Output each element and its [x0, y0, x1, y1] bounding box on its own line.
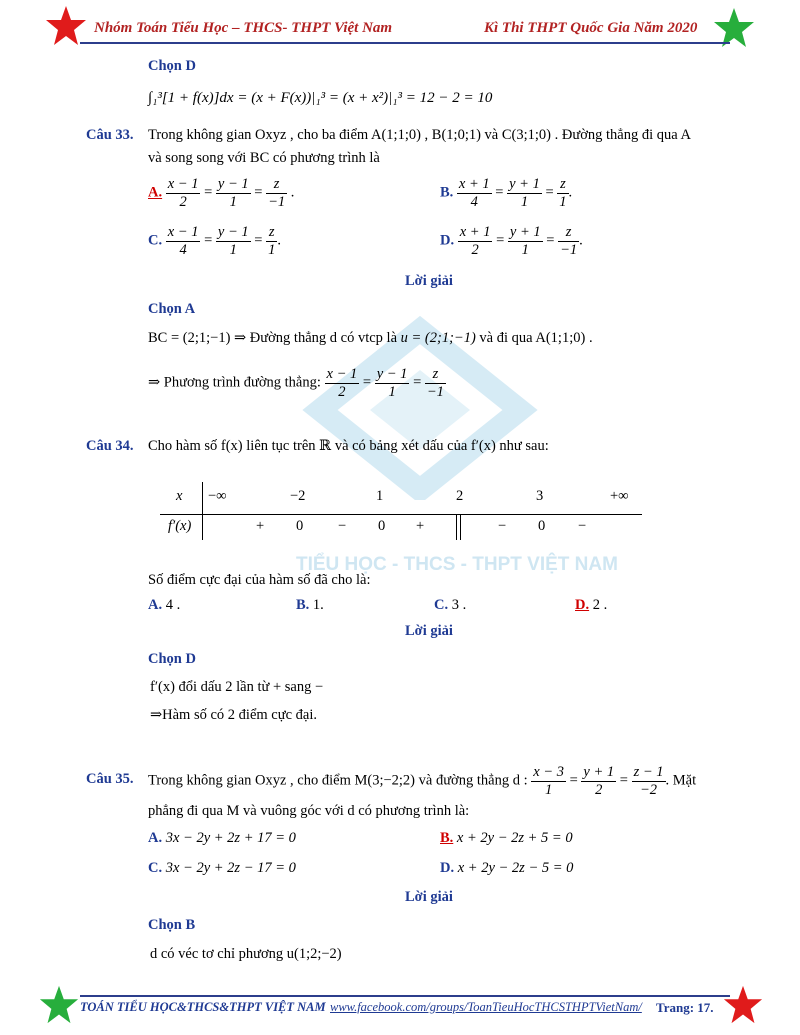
table-x-label: x	[176, 488, 183, 504]
table-sign: −	[498, 518, 507, 534]
sign-table	[160, 482, 642, 542]
option-letter: B.	[440, 184, 454, 201]
watermark-text: TIỂU HỌC - THCS - THPT VIỆT NAM	[296, 554, 618, 575]
option-letter: A.	[148, 184, 163, 201]
q33-choose: Chọn A	[148, 301, 196, 317]
table-sign: +	[256, 518, 265, 534]
table-x-value: −2	[290, 488, 306, 504]
q34-choose: Chọn D	[148, 651, 196, 667]
q35-line1: d có véc tơ chỉ phương u(1;2;−2)	[150, 946, 342, 962]
q33-solution-heading: Lời giải	[405, 273, 453, 289]
q33-option-b[interactable]: B. $\frac{x + 1}{4}$ = $\frac{y + 1}{1}$ = $\frac{z}{1}$ .	[440, 176, 573, 210]
q33-text1: Trong không gian Oxyz , cho ba điểm A(1;1;0) , B(1;0;1) và C(3;1;0) . Đường thẳng đi qua A	[148, 127, 691, 143]
q34-option-c[interactable]: C. 3 .	[434, 597, 467, 613]
q35-option-a[interactable]: A. 3x − 2y + 2z + 17 = 0	[148, 830, 296, 846]
q35-label: Câu 35.	[86, 771, 134, 787]
q34-line2: ⇒Hàm số có 2 điểm cực đại.	[150, 707, 317, 723]
footer-page-number: Trang: 17.	[656, 1000, 714, 1015]
q34-question: Số điểm cực đại của hàm số đã cho là:	[148, 572, 371, 588]
footer-divider	[80, 995, 730, 997]
q33-option-d[interactable]: D. $\frac{x + 1}{2}$ = $\frac{y + 1}{1}$ = $\frac{z}{-1}$ .	[440, 224, 583, 258]
option-letter: D.	[440, 232, 455, 249]
q35-text2: phẳng đi qua M và vuông góc với d có phương trình là:	[148, 803, 470, 819]
q33-line2: ⇒ Phương trình đường thẳng: $\frac{x - 1}{2}$ = $\frac{y - 1}{1}$ = $\frac{z}{-1}$	[148, 366, 444, 400]
q33-text2: và song song với BC có phương trình là	[148, 150, 380, 166]
q35-option-c[interactable]: C. 3x − 2y + 2z − 17 = 0	[148, 860, 296, 876]
green-star-icon	[38, 984, 80, 1026]
table-sign: −	[578, 518, 587, 534]
table-x-value: +∞	[610, 488, 629, 504]
q33-label: Câu 33.	[86, 127, 134, 143]
table-x-value: 3	[536, 488, 544, 504]
q35-option-b[interactable]: B. x + 2y − 2z + 5 = 0	[440, 830, 573, 846]
table-fprime-label: f′(x)	[168, 518, 192, 534]
q34-option-a[interactable]: A. 4 .	[148, 597, 181, 613]
q34-text: Cho hàm số f(x) liên tục trên ℝ và có bảng xét dấu của f′(x) như sau:	[148, 438, 549, 454]
prev-choose: Chọn D	[148, 58, 196, 74]
q34-label: Câu 34.	[86, 438, 134, 454]
q34-option-b[interactable]: B. 1.	[296, 597, 324, 613]
q35-choose: Chọn B	[148, 917, 196, 933]
prev-integral: ∫₁³[1 + f(x)]dx = (x + F(x))|₁³ = (x + x²)|₁³ = 12 − 2 = 10	[148, 90, 493, 106]
table-sign: +	[416, 518, 425, 534]
q34-option-d[interactable]: D. 2 .	[575, 597, 608, 613]
red-star-icon	[722, 984, 764, 1026]
table-x-value: 2	[456, 488, 464, 504]
q33-option-a[interactable]: A. $\frac{x - 1}{2}$ = $\frac{y - 1}{1}$ = $\frac{z}{-1}$ .	[148, 176, 295, 210]
table-sign: 0	[538, 518, 546, 534]
q33-line1: BC = (2;1;−1) ⇒ Đường thẳng d có vtcp là u = (2;1;−1) và đi qua A(1;1;0) .	[148, 330, 593, 346]
q33-option-c[interactable]: C. $\frac{x - 1}{4}$ = $\frac{y - 1}{1}$ = $\frac{z}{1}$ .	[148, 224, 281, 258]
q34-line1: f′(x) đổi dấu 2 lần từ + sang −	[150, 679, 324, 695]
table-sign: 0	[296, 518, 304, 534]
q34-solution-heading: Lời giải	[405, 623, 453, 639]
table-x-value: 1	[376, 488, 384, 504]
footer-link[interactable]: www.facebook.com/groups/ToanTieuHocTHCSTHPTVietNam/	[330, 1000, 642, 1014]
header-left: Nhóm Toán Tiểu Học – THCS- THPT Việt Nam	[94, 20, 393, 36]
option-letter: C.	[148, 232, 163, 249]
header-right: Kì Thi THPT Quốc Gia Năm 2020	[484, 20, 698, 36]
table-sign: 0	[378, 518, 386, 534]
q35-solution-heading: Lời giải	[405, 889, 453, 905]
table-x-value: −∞	[208, 488, 227, 504]
q35-option-d[interactable]: D. x + 2y − 2z − 5 = 0	[440, 860, 574, 876]
q35-text1: Trong không gian Oxyz , cho điểm M(3;−2;2) và đường thẳng d : $\frac{x - 3}{1}$ = $\frac{y + 1}{2}$ = $\frac{z - 1}{-2}$ . Mặt	[148, 764, 697, 798]
header-divider	[80, 42, 730, 44]
table-sign: −	[338, 518, 347, 534]
footer-left: TOÁN TIỂU HỌC&THCS&THPT VIỆT NAM	[80, 1000, 326, 1014]
